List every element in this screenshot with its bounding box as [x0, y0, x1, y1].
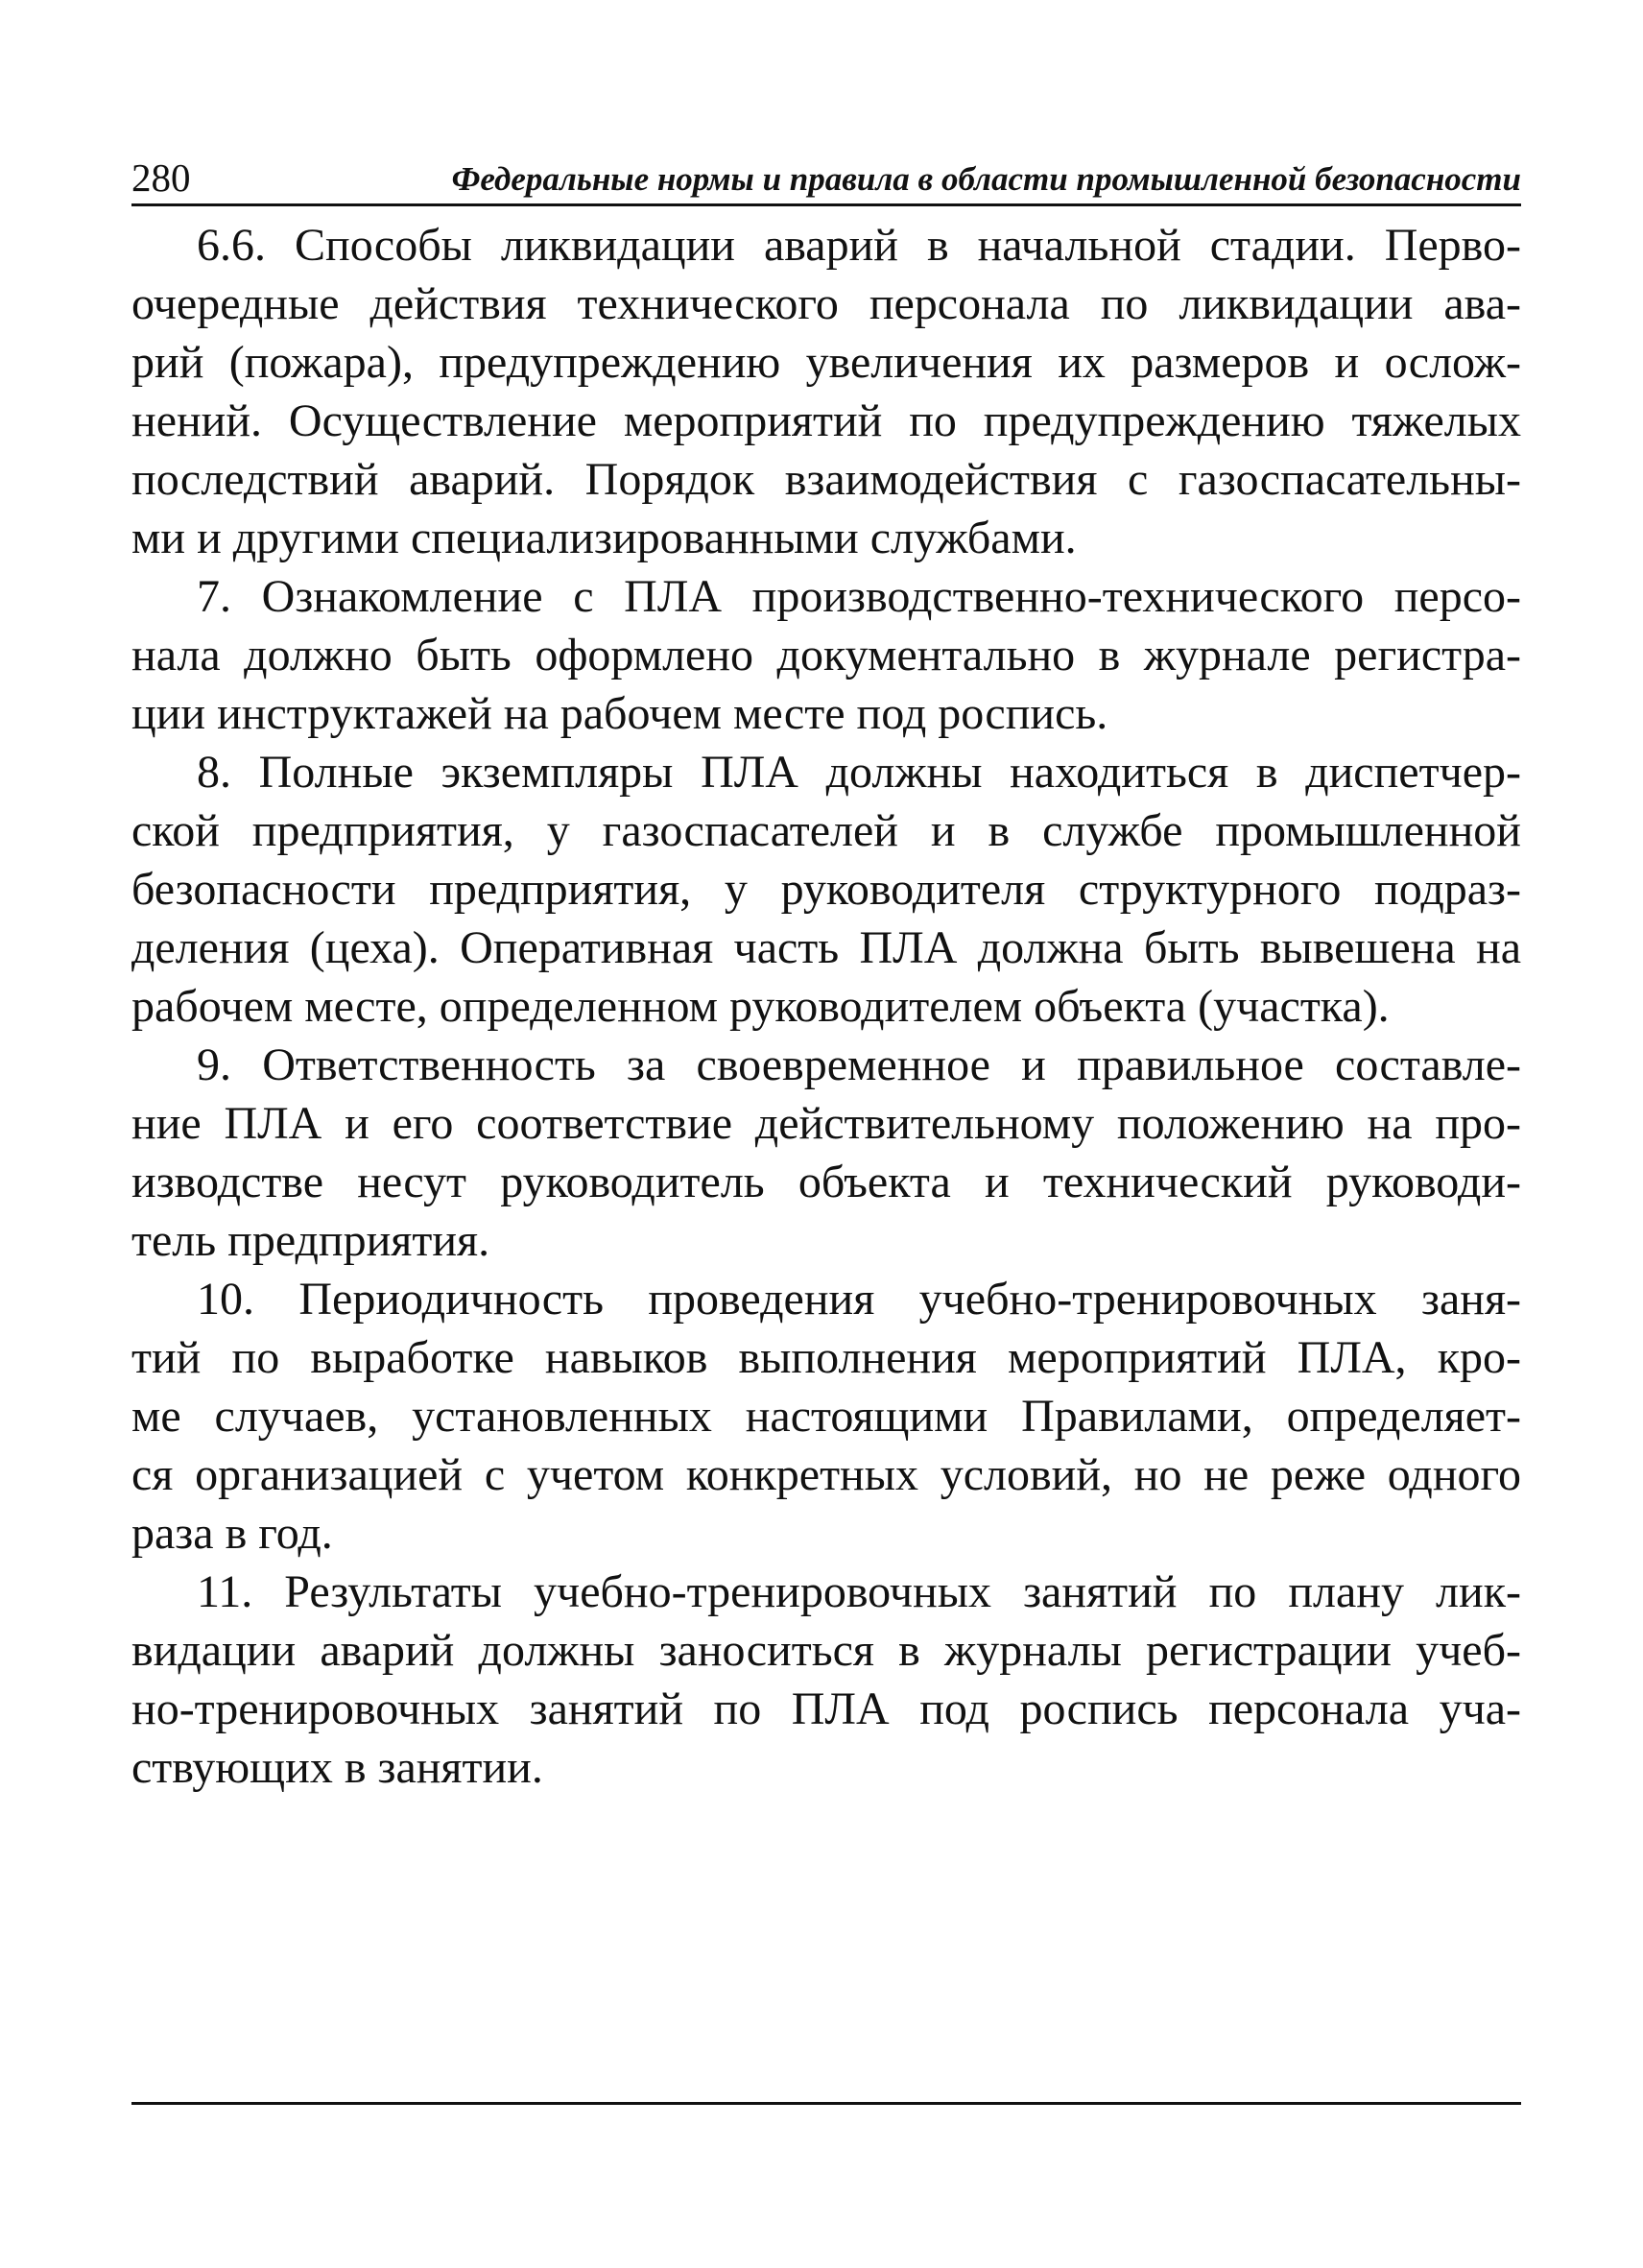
text-line: 9. Ответственность за своевременное и правильное составле-: [197, 1039, 1521, 1090]
text-line: очередные действия технического персонала по ликвидации ава-: [131, 278, 1521, 329]
text-line: рий (пожара), предупреждению увеличения их размеров и ослож-: [131, 337, 1521, 388]
text-line: изводстве несут руководитель объекта и технический руководи-: [131, 1157, 1521, 1207]
text-line: тий по выработке навыков выполнения мероприятий ПЛА, кро-: [131, 1332, 1521, 1383]
text-line: 10. Периодичность проведения учебно-тренировочных заня-: [197, 1274, 1521, 1325]
text-line: 11. Результаты учебно-тренировочных занятий по плану лик-: [197, 1566, 1521, 1617]
text-line: рабочем месте, определенном руководителем объекта (участка).: [131, 981, 1390, 1032]
text-line: 6.6. Способы ликвидации аварий в начальной стадии. Перво-: [197, 220, 1521, 271]
text-line: ся организацией с учетом конкретных условий, но не реже одного: [131, 1449, 1521, 1500]
text-line: видации аварий должны заноситься в журналы регистрации учеб-: [131, 1625, 1521, 1676]
text-line: раза в год.: [131, 1508, 333, 1559]
paragraph-7: [131, 567, 1521, 743]
text-line: ской предприятия, у газоспасателей и в службе промышленной: [131, 805, 1521, 856]
text-line: тель предприятия.: [131, 1215, 490, 1266]
text-line: последствий аварий. Порядок взаимодействия с газоспасательны-: [131, 454, 1521, 505]
text-line: нала должно быть оформлено документально в журнале регистра-: [131, 630, 1521, 680]
paragraph-11: [131, 1563, 1521, 1797]
footer-rule: [131, 2102, 1521, 2105]
body-text: [131, 216, 1521, 1797]
text-line: деления (цеха). Оперативная часть ПЛА должна быть вывешена на: [131, 922, 1521, 973]
paragraph-8: [131, 743, 1521, 1036]
text-line: ми и другими специализированными службами.: [131, 513, 1077, 563]
text-line: ние ПЛА и его соответствие действительному положению на про-: [131, 1098, 1521, 1149]
text-line: но-тренировочных занятий по ПЛА под роспись персонала уча-: [131, 1683, 1521, 1734]
text-line: ствующих в занятии.: [131, 1742, 543, 1793]
page-number: 280: [131, 155, 191, 200]
text-line: безопасности предприятия, у руководителя структурного подраз-: [131, 864, 1521, 915]
text-line: нений. Осуществление мероприятий по предупреждению тяжелых: [131, 395, 1521, 446]
running-title: Федеральные нормы и правила в области промышленной безопасности: [451, 160, 1521, 198]
text-line: 8. Полные экземпляры ПЛА должны находиться в диспетчер-: [197, 747, 1521, 798]
text-line: ме случаев, установленных настоящими Правилами, определяет-: [131, 1391, 1521, 1442]
text-line: 7. Ознакомление с ПЛА производственно-технического персо-: [197, 571, 1521, 622]
text-line: ции инструктажей на рабочем месте под роспись.: [131, 688, 1108, 739]
paragraph-9: [131, 1036, 1521, 1270]
paragraph-6-6: [131, 216, 1521, 567]
paragraph-10: [131, 1270, 1521, 1563]
page-header: [131, 144, 1521, 206]
